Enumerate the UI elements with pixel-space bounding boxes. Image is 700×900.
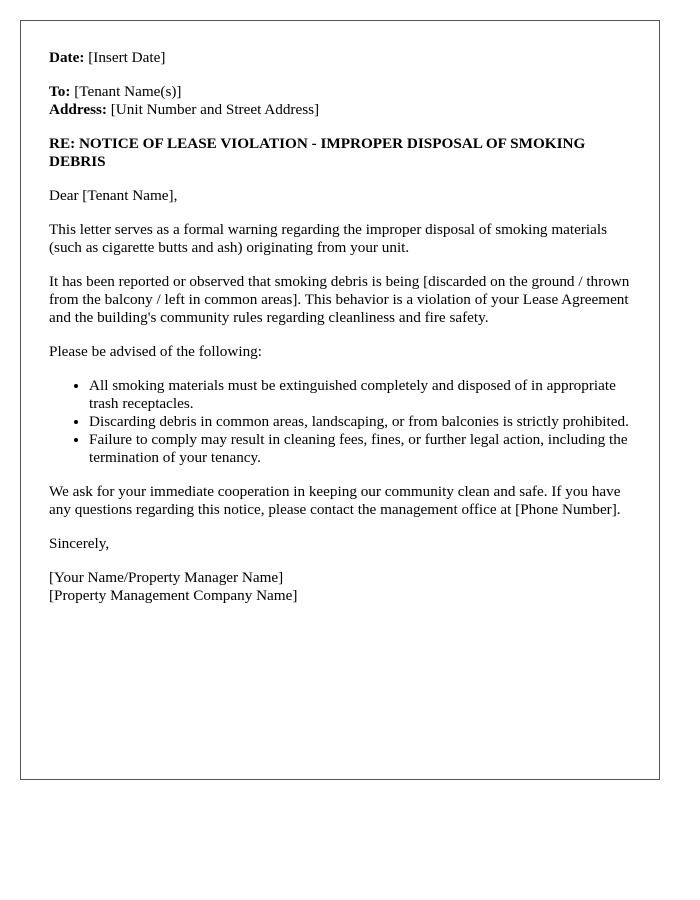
- rule-item: • Failure to comply may result in cleaning fees, fines, or further legal action, including the termination of your tenancy.: [89, 431, 631, 467]
- address-label: Address:: [49, 101, 107, 118]
- paragraph-violation: It has been reported or observed that smoking debris is being [discarded on the ground / thrown from the balcony / left in common areas]. This behavior is a violation of your Lease Agreement and the building's community rules regarding cleanliness and fire safety.: [49, 273, 630, 326]
- signature-name: [Your Name/Property Manager Name]: [49, 569, 284, 586]
- paragraph-intro: This letter serves as a formal warning regarding the improper disposal of smoking materials (such as cigarette butts and ash) originating from your unit.: [49, 221, 607, 256]
- subject-line: RE: NOTICE OF LEASE VIOLATION - IMPROPER DISPOSAL OF SMOKING DEBRIS: [49, 135, 586, 170]
- address-line: [49, 101, 631, 119]
- to-line: [49, 83, 631, 101]
- signoff: Sincerely,: [49, 535, 110, 552]
- date-label: Date:: [49, 49, 85, 66]
- date-value: [Insert Date]: [84, 49, 166, 66]
- to-value: [Tenant Name(s)]: [70, 83, 182, 100]
- to-label: To:: [49, 83, 71, 100]
- rule-item: • All smoking materials must be extinguished completely and disposed of in appropriate trash receptacles.: [89, 377, 631, 413]
- rule-item: • Discarding debris in common areas, landscaping, or from balconies is strictly prohibited.: [89, 413, 631, 431]
- letter-document: [20, 20, 660, 780]
- address-value: [Unit Number and Street Address]: [106, 101, 320, 118]
- signature-company: [Property Management Company Name]: [49, 587, 298, 604]
- paragraph-advisory: Please be advised of the following:: [49, 343, 262, 360]
- date-line: [49, 49, 631, 67]
- paragraph-closing: We ask for your immediate cooperation in keeping our community clean and safe. If you have any questions regarding this notice, please contact the management office at [Phone Number].: [49, 483, 621, 518]
- salutation: Dear [Tenant Name],: [49, 187, 178, 204]
- rules-list: [49, 377, 631, 467]
